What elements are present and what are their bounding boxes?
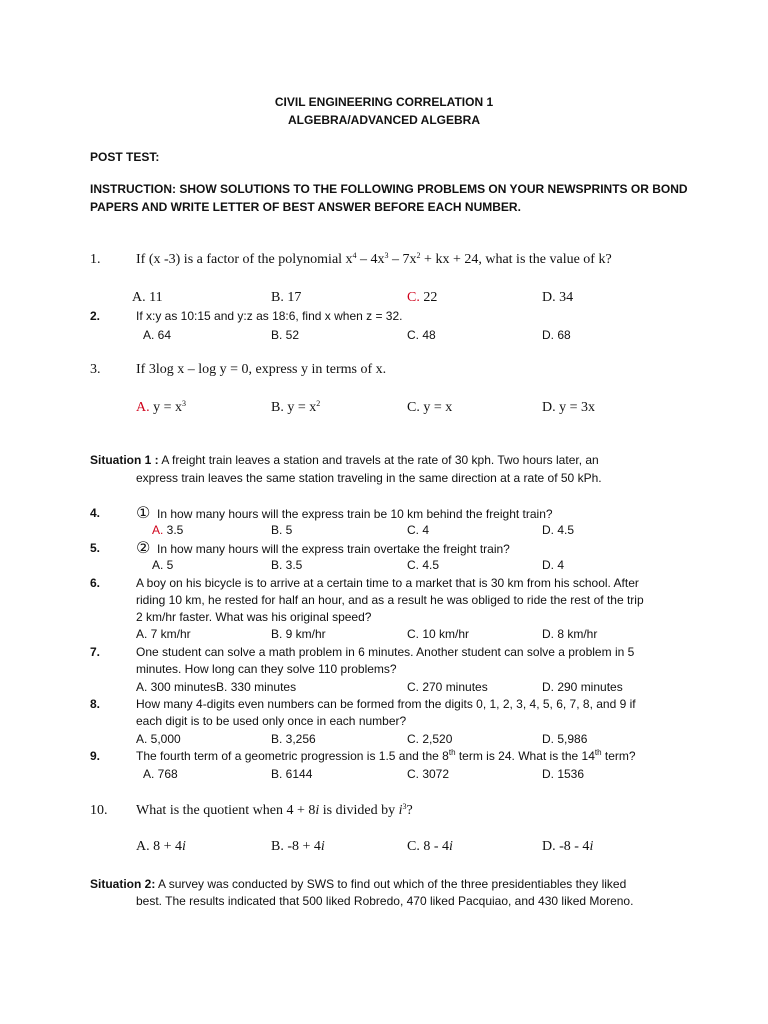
q2-choice-b: B. 52 [271,328,300,342]
q5-choice-d: D. 4 [542,558,565,572]
q9-choice-c: C. 3072 [407,767,450,781]
q4-choice-c: C. 4 [407,523,430,537]
circle-two-icon: ② [136,540,151,557]
q3-choice-d: D. y = 3x [542,400,596,415]
q6-choice-a: A. 7 km/hr [136,627,191,641]
q5-number: 5. [90,541,101,555]
q9-number: 9. [90,749,101,763]
q2-text: If x:y as 10:15 and y:z as 18:6, find x when z = 32. [136,309,403,323]
q8-choice-d: D. 5,986 [542,732,588,746]
q4-choice-a: A. 3.5 [152,523,184,537]
q2-number: 2. [90,309,101,323]
q5-choice-b: B. 3.5 [271,558,303,572]
q10-choice-a: A. 8 + 4i [136,839,186,854]
q3-choice-a: A. $y = x^3$ [136,399,187,415]
q8-line-2: each digit is to be used only once in each number? [136,714,407,728]
q9-choice-a: A. 768 [143,767,178,781]
q7-choice-d: D. 290 minutes [542,680,623,694]
q8-choice-c: C. 2,520 [407,732,453,746]
situation-1-line-1: Situation 1 : A freight train leaves a station and travels at the rate of 30 kph. Two hours later, an [90,453,599,467]
q7-choice-c: C. 270 minutes [407,680,488,694]
q8-number: 8. [90,697,101,711]
q10-choice-b: B. -8 + 4i [271,839,325,854]
q10-number: 10. [90,803,108,818]
q2-choice-d: D. 68 [542,328,571,342]
q8-line-1: How many 4-digits even numbers can be formed from the digits 0, 1, 2, 3, 4, 5, 6, 7, 8, and 9 if [136,697,636,711]
q5-choice-a: A. 5 [152,558,174,572]
title-line-1: CIVIL ENGINEERING CORRELATION 1 [274,95,494,109]
q4-text: ① In how many hours will the express train be 10 km behind the freight train? [136,505,553,522]
q9-choice-d: D. 1536 [542,767,585,781]
q1-choice-c: C. 22 [407,290,438,305]
instruction-line-2: PAPERS AND WRITE LETTER OF BEST ANSWER BEFORE EACH NUMBER. [90,200,521,214]
q5-choice-c: C. 4.5 [407,558,440,572]
title-line-2: ALGEBRA/ADVANCED ALGEBRA [288,113,480,127]
q1-choice-a: A. 11 [132,290,163,305]
q4-answer-marker: A. [152,523,164,537]
q9-choice-b: B. 6144 [271,767,313,781]
q2-choice-a: A. 64 [143,328,172,342]
q7-number: 7. [90,645,101,659]
q3-answer-marker: A. [136,400,150,415]
q1-choice-d: D. 34 [542,290,574,305]
q4-choice-b: B. 5 [271,523,293,537]
q6-line-3: 2 km/hr faster. What was his original speed? [136,610,372,624]
q2-choice-c: C. 48 [407,328,436,342]
q8-choice-a: A. 5,000 [136,732,181,746]
post-test-label: POST TEST: [90,150,160,164]
q3-text: If 3log x – log y = 0, express y in terms of x. [136,362,387,377]
q7-line-1: One student can solve a math problem in 6 minutes. Another student can solve a problem in 5 [136,645,635,659]
situation-2-line-2: best. The results indicated that 500 liked Robredo, 470 liked Pacquiao, and 430 liked Moreno. [136,894,634,908]
q1-text: If (x -3) is a factor of the polynomial $x^4 - 4x^3 - 7x^2$ + kx + 24, what is the value of k? [136,251,612,267]
q3-number: 3. [90,362,101,377]
q1-choice-b: B. 17 [271,290,302,305]
q6-line-2: riding 10 km, he rested for half an hour, and as a result he was obliged to ride the rest of the trip [136,593,644,607]
q6-choice-b: B. 9 km/hr [271,627,326,641]
q4-choice-d: D. 4.5 [542,523,575,537]
q7-choice-ab: A. 300 minutesB. 330 minutes [136,680,297,694]
q6-choice-d: D. 8 km/hr [542,627,598,641]
q10-text: What is the quotient when 4 + 8i is divided by $i^3$? [136,802,413,818]
q9-text: The fourth term of a geometric progression is 1.5 and the 8th term is 24. What is the 14th term? [136,748,636,763]
instruction-line-1: INSTRUCTION: SHOW SOLUTIONS TO THE FOLLOWING PROBLEMS ON YOUR NEWSPRINTS OR BOND [90,182,688,196]
q6-line-1: A boy on his bicycle is to arrive at a certain time to a market that is 30 km from his school. After [136,576,639,590]
situation-1-line-2: express train leaves the same station traveling in the same direction at a rate of 50 kPh. [136,471,602,485]
q7-line-2: minutes. How long can they solve 110 problems? [136,662,397,676]
circle-one-icon: ① [136,505,151,522]
q6-choice-c: C. 10 km/hr [407,627,470,641]
q8-choice-b: B. 3,256 [271,732,316,746]
q3-choice-b: B. $y = x^2$ [271,399,321,415]
q5-text: ② In how many hours will the express train overtake the freight train? [136,540,510,557]
q3-choice-c: C. y = x [407,400,453,415]
q6-number: 6. [90,576,101,590]
q10-choice-c: C. 8 - 4i [407,839,453,854]
q1-answer-marker: C. [407,290,420,305]
situation-2-line-1: Situation 2: A survey was conducted by SWS to find out which of the three presidentiables they liked [90,877,627,891]
q1-number: 1. [90,252,101,267]
q10-choice-d: D. -8 - 4i [542,839,594,854]
q4-number: 4. [90,506,101,520]
